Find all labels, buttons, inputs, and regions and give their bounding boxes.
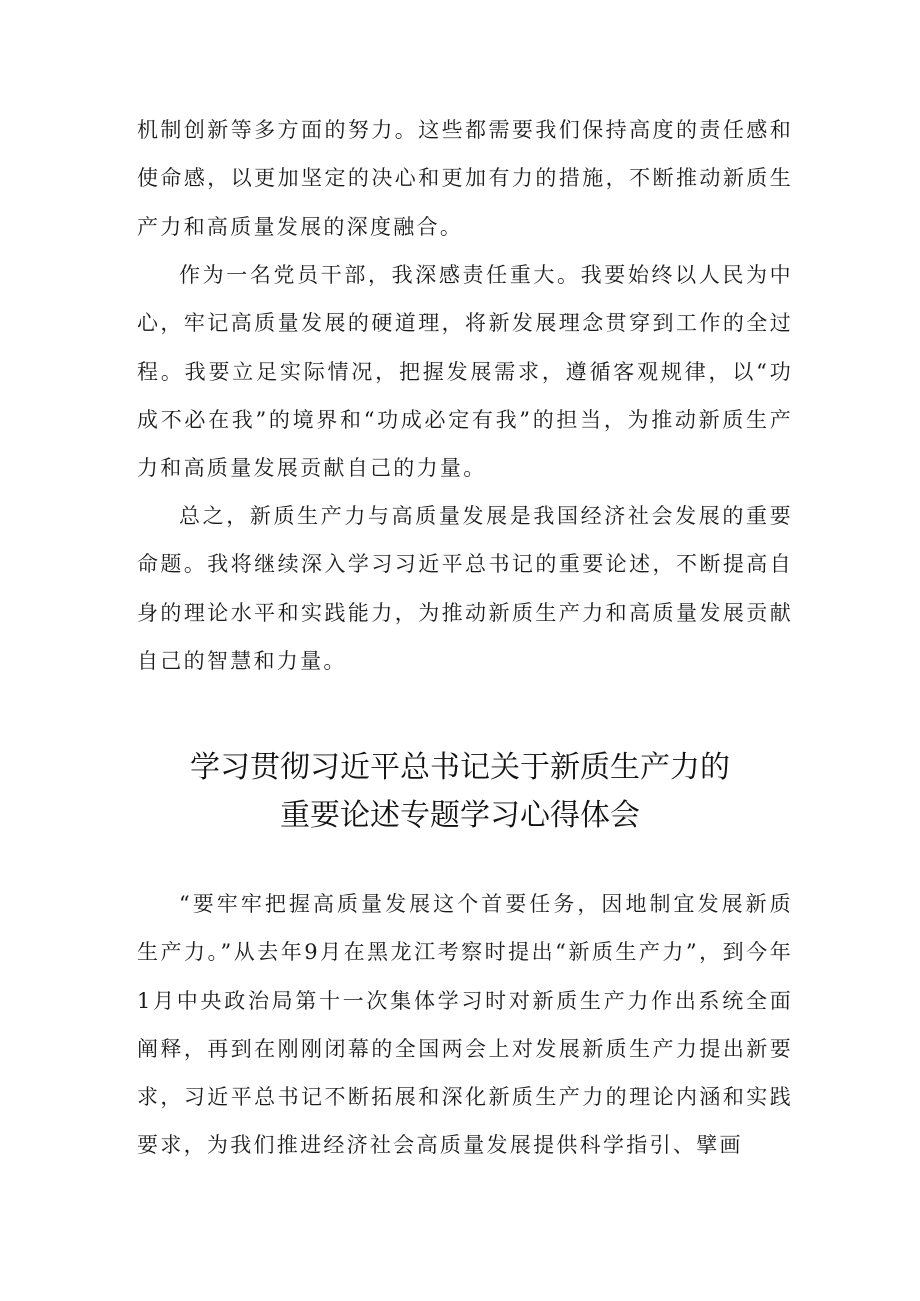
paragraph-conclusion: 总之，新质生产力与高质量发展是我国经济社会发展的重要命题。我将继续深入学习习近平总书记的重要论述，不断提高自身的理论水平和实践能力，为推动新质生产力和高质量发展贡献自己的智慧和力量。 <box>137 504 793 673</box>
paragraph-party-member: 作为一名党员干部，我深感责任重大。我要始终以人民为中心，牢记高质量发展的硬道理，将新发展理念贯穿到工作的全过程。我要立足实际情况，把握发展需求，遵循客观规律，以“功成不必在我”的境界和“功成必定有我”的担当，为推动新质生产力和高质量发展贡献自己的力量。 <box>137 263 793 481</box>
paragraph-article-opening: “要牢牢把握高质量发展这个首要任务，因地制宜发展新质生产力。”从去年9月在黑龙江考察时提出“新质生产力”，到今年1月中央政治局第十一次集体学习时对新质生产力作出系统全面阐释，再到在刚刚闭幕的全国两会上对发展新质生产力提出新要求，习近平总书记不断拓展和深化新质生产力的理论内涵和实践要求，为我们推进经济社会高质量发展提供科学指引、擘画 <box>137 892 793 1158</box>
title-line-2: 重要论述专题学习心得体会 <box>280 798 640 833</box>
article-title <box>100 744 820 840</box>
paragraph-continuation: 机制创新等多方面的努力。这些都需要我们保持高度的责任感和使命感，以更加坚定的决心和更加有力的措施，不断推动新质生产力和高质量发展的深度融合。 <box>137 118 793 239</box>
title-line-1: 学习贯彻习近平总书记关于新质生产力的 <box>190 750 730 785</box>
